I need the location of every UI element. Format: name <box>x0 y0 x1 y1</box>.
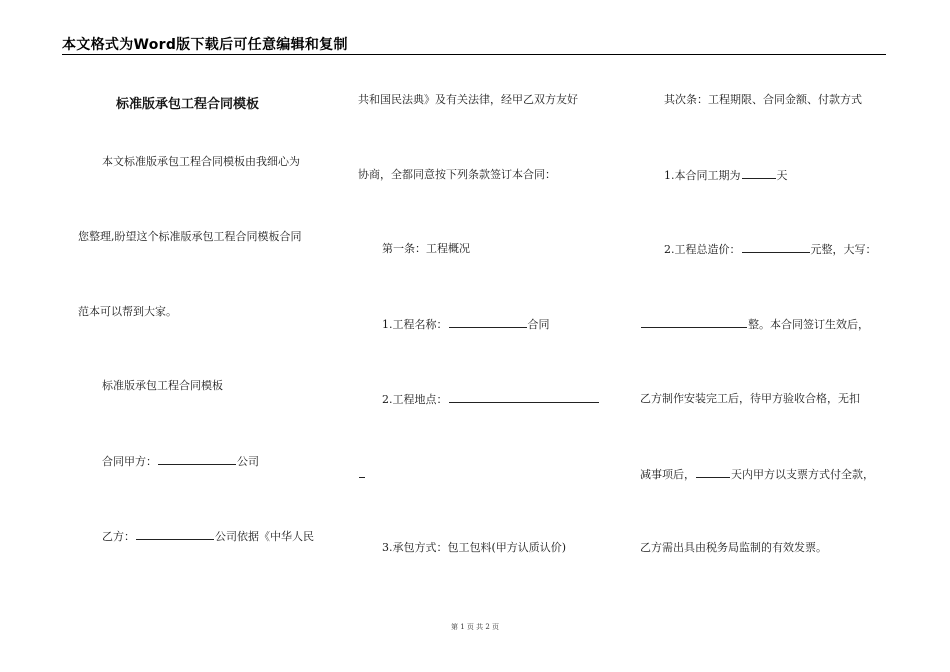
price-mid: 元整，大写： <box>810 243 877 256</box>
price-suffix: 整。本合同签订生效后， <box>748 318 869 331</box>
col3-line-6: 乙方需出具由税务局监制的有效发票。 <box>640 541 827 554</box>
continuation-blank <box>359 467 365 478</box>
term-label: 1.本合同工期为 <box>664 169 741 182</box>
payment-line <box>640 467 874 482</box>
price-capital-line <box>640 317 869 332</box>
col2-line-1: 共和国民法典》及有关法律，经甲乙双方友好 <box>358 93 578 106</box>
intro-line-1: 本文标准版承包工程合同模板由我细心为 <box>102 155 300 168</box>
project-place-continuation <box>358 467 366 482</box>
term-suffix: 天 <box>776 169 788 182</box>
project-place-blank <box>449 392 599 403</box>
page-number: 第 1 页 共 2 页 <box>450 623 500 631</box>
project-place-line <box>382 392 600 407</box>
party-a-line <box>102 454 259 469</box>
project-name-suffix: 合同 <box>527 318 550 331</box>
party-b-line <box>102 529 314 544</box>
project-place-label: 2.工程地点： <box>382 393 448 406</box>
party-a-blank <box>158 454 236 465</box>
header-rule <box>62 54 886 55</box>
term-line <box>664 168 788 183</box>
price-line <box>664 242 877 257</box>
project-name-blank <box>449 317 527 328</box>
intro-line-3: 范本可以帮到大家。 <box>78 305 177 318</box>
article-1-heading: 第一条：工程概况 <box>382 242 470 255</box>
term-blank <box>742 168 776 179</box>
payment-suffix: 天内甲方以支票方式付全款， <box>731 468 874 481</box>
payment-days-blank <box>696 467 730 478</box>
project-name-label: 1.工程名称： <box>382 318 448 331</box>
price-capital-blank <box>641 317 747 328</box>
article-2-heading: 其次条：工程期限、合同金额、付款方式 <box>664 93 862 106</box>
price-label: 2.工程总造价： <box>664 243 741 256</box>
subtitle: 标准版承包工程合同模板 <box>102 379 223 392</box>
party-b-suffix: 公司依据《中华人民 <box>215 530 314 543</box>
document-header: 本文格式为Word版下载后可任意编辑和复制 <box>62 37 348 53</box>
party-a-suffix: 公司 <box>237 455 259 468</box>
intro-line-2: 您整理,盼望这个标准版承包工程合同模板合同 <box>78 230 302 243</box>
party-b-label: 乙方： <box>102 530 135 543</box>
document-title: 标准版承包工程合同模板 <box>116 97 260 112</box>
col2-line-2: 协商，全都同意按下列条款签订本合同： <box>358 168 556 181</box>
price-blank <box>742 242 810 253</box>
project-name-line <box>382 317 550 332</box>
party-a-label: 合同甲方： <box>102 455 157 468</box>
party-b-blank <box>136 529 214 540</box>
col3-line-4: 乙方制作安装完工后，待甲方验收合格，无扣 <box>640 392 860 405</box>
contract-mode: 3.承包方式：包工包料(甲方认质认价) <box>382 541 567 554</box>
payment-prefix: 减事项后， <box>640 468 695 481</box>
